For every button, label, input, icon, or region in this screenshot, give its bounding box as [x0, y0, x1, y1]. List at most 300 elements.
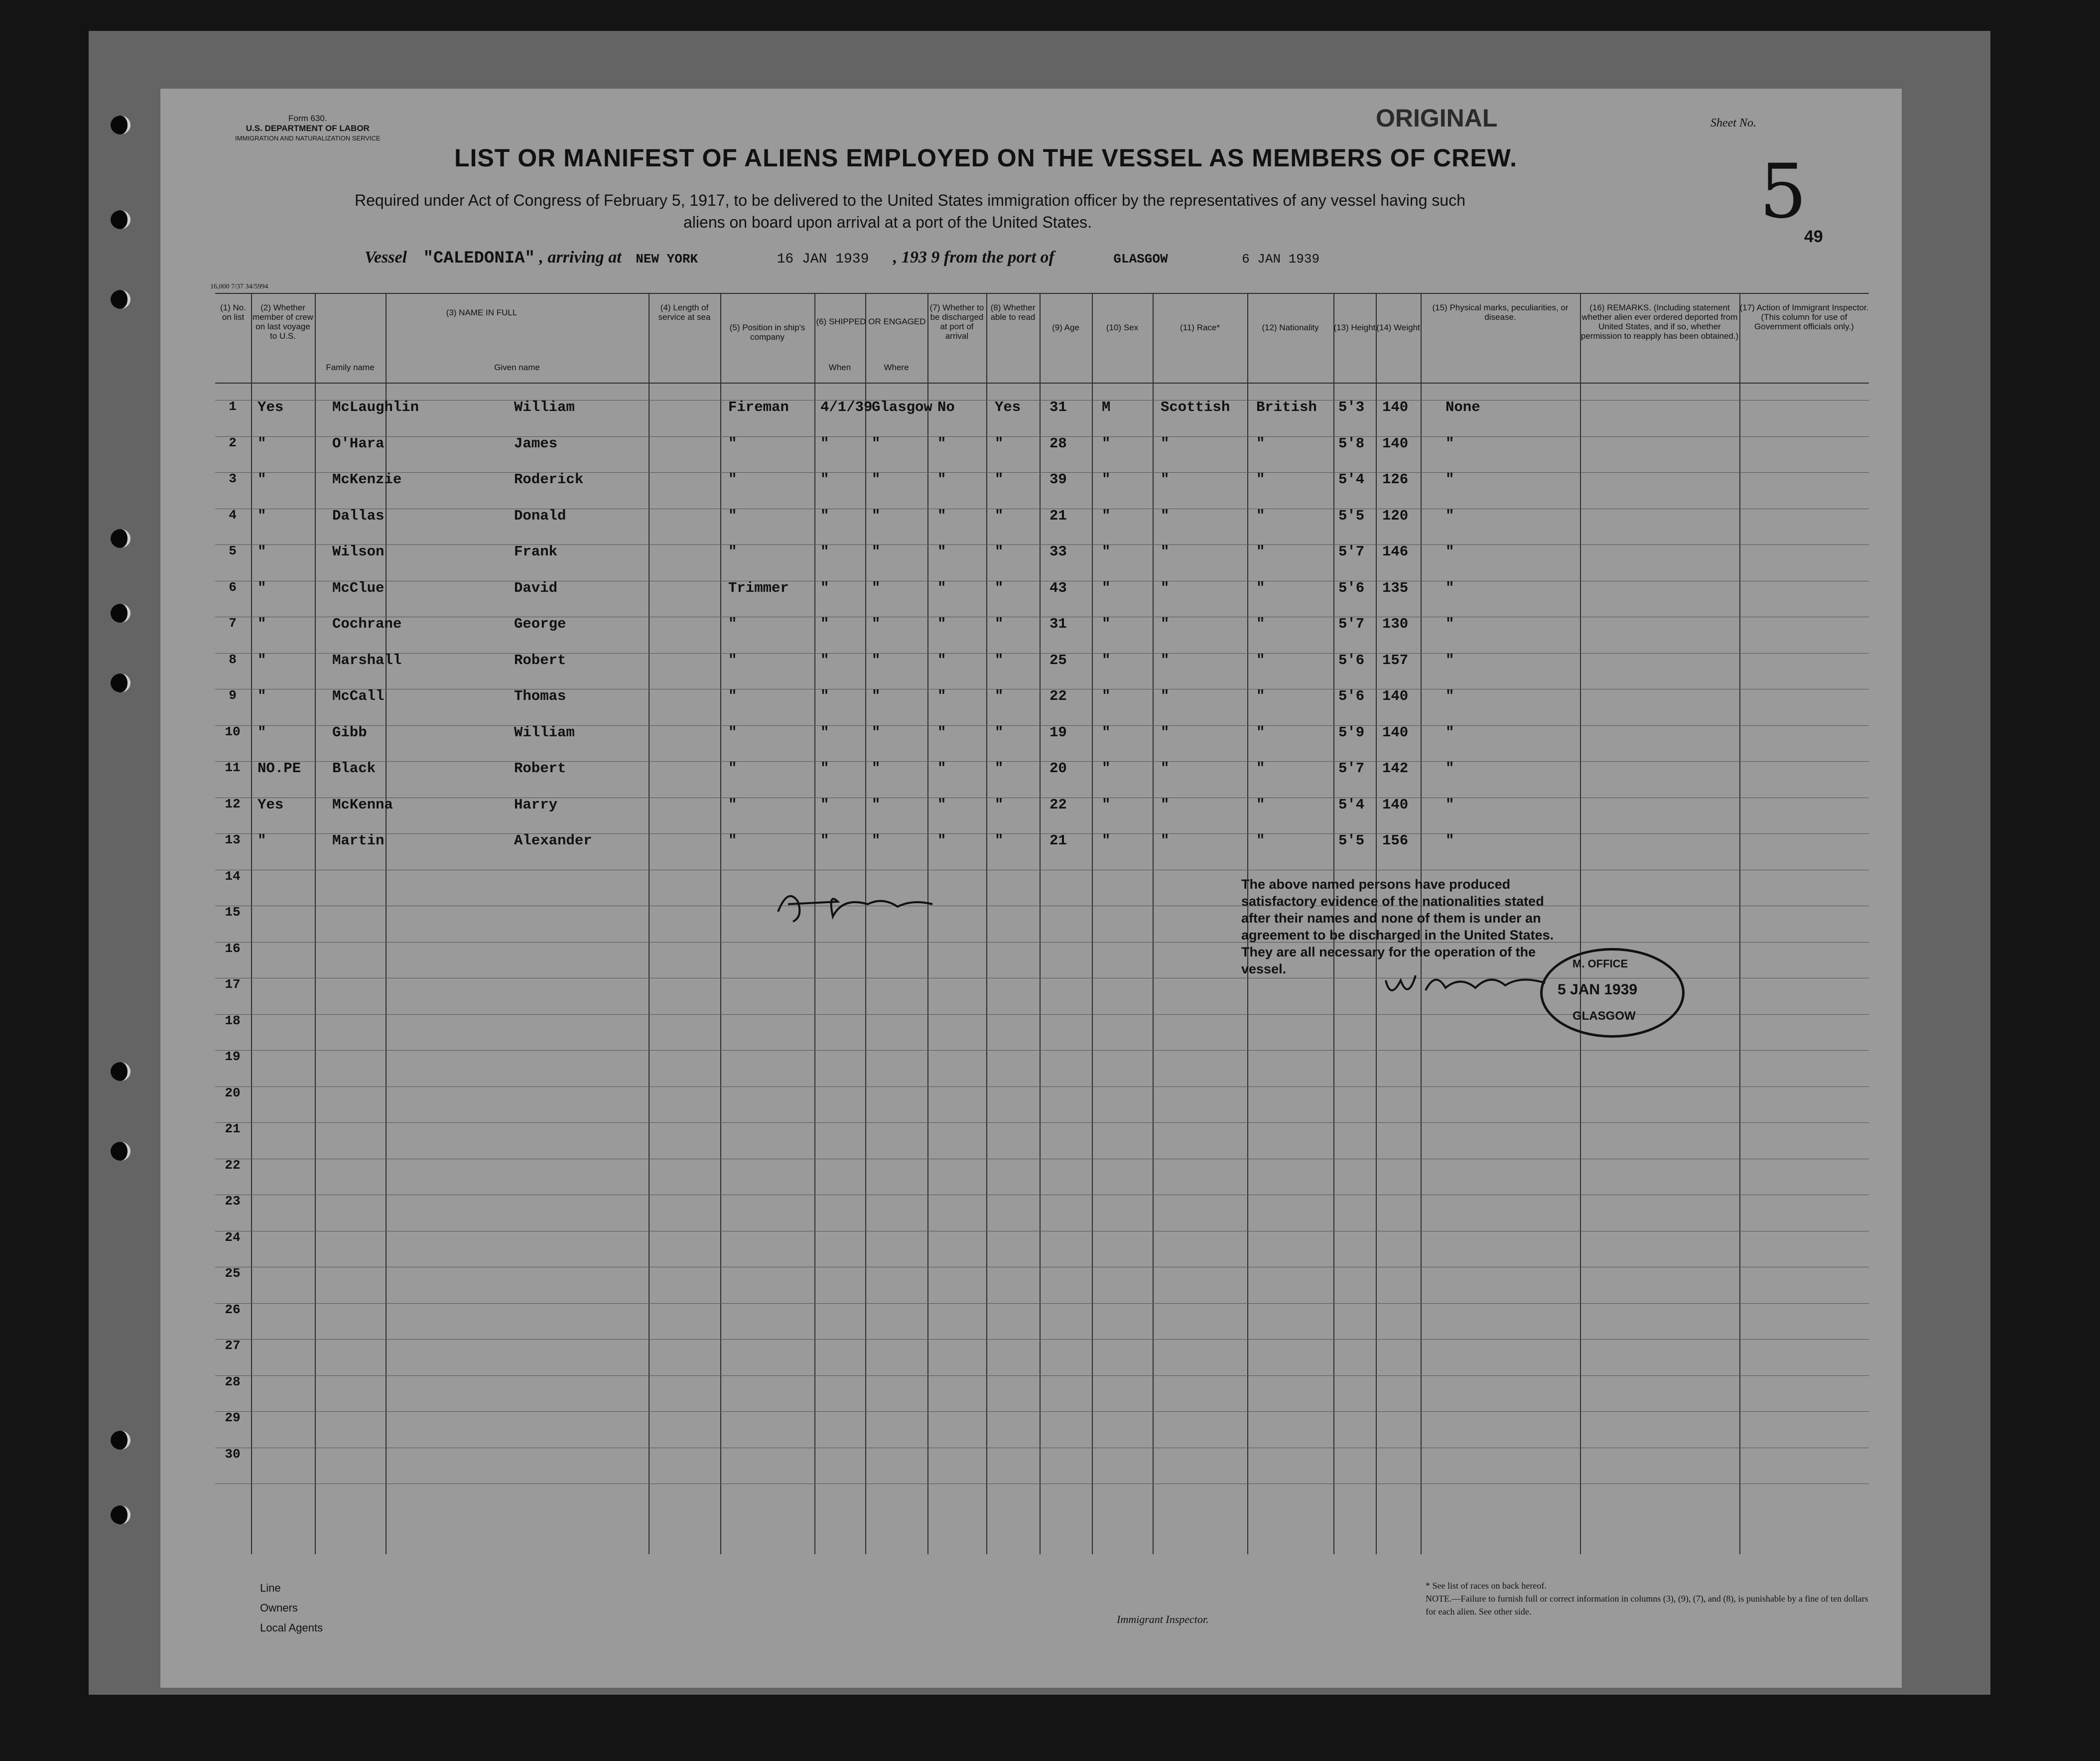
- row-number: 23: [225, 1194, 241, 1209]
- height-cell: 5'6: [1338, 688, 1365, 704]
- column-header-c3a: Family name: [326, 363, 375, 372]
- vessel-line: [365, 248, 1319, 268]
- family-name-cell: Cochrane: [332, 616, 402, 632]
- vessel-name: "CALEDONIA": [423, 249, 535, 268]
- family-name-cell: Gibb: [332, 724, 367, 741]
- footer-fields: [260, 1578, 323, 1638]
- height-cell: 5'6: [1338, 652, 1365, 669]
- table-row-rule: [215, 1086, 1869, 1087]
- able-to-read-cell: ": [995, 507, 1004, 524]
- weight-cell: 157: [1382, 652, 1409, 669]
- physical-marks-cell: ": [1445, 471, 1454, 488]
- row-number: 16: [225, 941, 241, 956]
- weight-cell: 126: [1382, 471, 1409, 488]
- sex-cell: ": [1102, 724, 1111, 741]
- page-title: LIST OR MANIFEST OF ALIENS EMPLOYED ON THE VESSEL AS MEMBERS OF CREW.: [454, 144, 1517, 172]
- weight-cell: 140: [1382, 724, 1409, 741]
- row-number: 12: [225, 796, 241, 812]
- column-header-c6: (6) SHIPPED OR ENGAGED: [816, 317, 926, 326]
- oval-stamp-top: M. OFFICE: [1573, 957, 1628, 970]
- age-cell: 28: [1050, 435, 1067, 452]
- shipped-when-cell: ": [820, 471, 829, 488]
- family-name-cell: McClue: [332, 579, 385, 596]
- height-cell: 5'7: [1338, 760, 1365, 777]
- age-cell: 25: [1050, 652, 1067, 669]
- weight-cell: 140: [1382, 688, 1409, 704]
- sex-cell: ": [1102, 507, 1111, 524]
- table-row-rule: [215, 1303, 1869, 1304]
- column-crew-last-voyage: ": [258, 471, 266, 488]
- arrival-date: 16 JAN 1939: [777, 252, 869, 267]
- discharge-cell: ": [937, 579, 946, 596]
- given-name-cell: Alexander: [514, 832, 592, 849]
- family-name-cell: McCall: [332, 688, 385, 704]
- age-cell: 39: [1050, 471, 1067, 488]
- height-cell: 5'4: [1338, 796, 1365, 813]
- table-row-rule: [215, 1122, 1869, 1123]
- certification-stamp: The above named persons have produced satisfactory evidence of the nationalities stated after their names and none of them is under an agreement to be discharged in the United States. They are all necessary for the operation of the vessel.: [1241, 877, 1554, 976]
- table-column-rule: [649, 293, 650, 1554]
- shipped-where-cell: ": [872, 616, 881, 632]
- column-crew-last-voyage: ": [258, 616, 266, 632]
- row-number: 29: [225, 1410, 241, 1425]
- service-name: IMMIGRATION AND NATURALIZATION SERVICE: [235, 135, 381, 142]
- sex-cell: ": [1102, 435, 1111, 452]
- immigrant-inspector-label: Immigrant Inspector.: [1117, 1613, 1209, 1626]
- nationality-cell: ": [1256, 796, 1265, 813]
- given-name-cell: David: [514, 579, 558, 596]
- age-cell: 22: [1050, 688, 1067, 704]
- physical-marks-cell: ": [1445, 688, 1454, 704]
- row-number: 24: [225, 1229, 241, 1245]
- row-number: 28: [225, 1374, 241, 1389]
- column-header-c1: (1) No. on list: [220, 303, 246, 322]
- form-code: 16,000 7/37 34/5994: [210, 283, 268, 290]
- shipped-where-cell: ": [872, 688, 881, 704]
- nationality-cell: ": [1256, 652, 1265, 669]
- shipped-where-cell: ": [872, 832, 881, 849]
- shipped-where-cell: ": [872, 507, 881, 524]
- discharge-cell: No: [937, 399, 955, 415]
- given-name-cell: Thomas: [514, 688, 566, 704]
- position-cell: ": [728, 543, 737, 560]
- column-crew-last-voyage: NO.PE: [258, 760, 301, 777]
- able-to-read-cell: ": [995, 688, 1004, 704]
- manifest-table: [215, 293, 1869, 1554]
- column-crew-last-voyage: Yes: [258, 796, 284, 813]
- column-header-c6a: When: [828, 363, 851, 372]
- able-to-read-cell: ": [995, 579, 1004, 596]
- table-row-rule: [215, 1339, 1869, 1340]
- sex-cell: ": [1102, 543, 1111, 560]
- table-row-rule: [215, 1411, 1869, 1412]
- age-cell: 33: [1050, 543, 1067, 560]
- nationality-cell: ": [1256, 616, 1265, 632]
- row-number: 19: [225, 1049, 241, 1064]
- row-number: 13: [225, 832, 241, 847]
- discharge-cell: ": [937, 616, 946, 632]
- table-column-rule: [1040, 293, 1041, 1554]
- shipped-where-cell: Glasgow: [872, 399, 932, 415]
- height-cell: 5'8: [1338, 435, 1365, 452]
- nationality-cell: ": [1256, 724, 1265, 741]
- physical-marks-cell: ": [1445, 832, 1454, 849]
- column-crew-last-voyage: ": [258, 507, 266, 524]
- column-crew-last-voyage: ": [258, 435, 266, 452]
- sex-cell: ": [1102, 760, 1111, 777]
- shipped-where-cell: ": [872, 760, 881, 777]
- shipped-where-cell: ": [872, 435, 881, 452]
- table-row-rule: [215, 725, 1869, 726]
- column-header-c4: (4) Length of service at sea: [658, 303, 711, 322]
- binder-hole: [111, 290, 131, 309]
- column-header-c14: (14) Weight: [1376, 323, 1420, 332]
- given-name-cell: Robert: [514, 652, 566, 669]
- row-number: 8: [229, 652, 237, 667]
- nationality-cell: ": [1256, 471, 1265, 488]
- sex-cell: ": [1102, 652, 1111, 669]
- requirement-text-line1: Required under Act of Congress of February 5, 1917, to be delivered to the United States immigration officer by the representatives of any vessel having such: [355, 191, 1465, 209]
- shipped-when-cell: 4/1/39: [820, 399, 873, 415]
- arriving-label: , arriving at: [539, 248, 622, 267]
- table-row-rule: [215, 436, 1869, 437]
- family-name-cell: Dallas: [332, 507, 385, 524]
- discharge-cell: ": [937, 543, 946, 560]
- able-to-read-cell: ": [995, 724, 1004, 741]
- nationality-cell: ": [1256, 507, 1265, 524]
- form-number: Form 630.: [288, 114, 327, 123]
- binder-hole: [111, 604, 131, 623]
- table-column-rule: [1739, 293, 1740, 1554]
- row-number: 30: [225, 1446, 241, 1462]
- position-cell: ": [728, 507, 737, 524]
- binder-hole: [111, 210, 131, 229]
- arrival-port: NEW YORK: [636, 252, 698, 267]
- race-cell: ": [1161, 724, 1170, 741]
- row-number: 15: [225, 905, 241, 920]
- discharge-cell: ": [937, 471, 946, 488]
- able-to-read-cell: ": [995, 543, 1004, 560]
- physical-marks-cell: ": [1445, 435, 1454, 452]
- able-to-read-cell: ": [995, 435, 1004, 452]
- row-number: 26: [225, 1302, 241, 1317]
- column-header-c7: (7) Whether to be discharged at port of arrival: [929, 303, 984, 341]
- row-number: 3: [229, 471, 237, 486]
- physical-marks-cell: ": [1445, 652, 1454, 669]
- race-cell: ": [1161, 471, 1170, 488]
- column-crew-last-voyage: Yes: [258, 399, 284, 415]
- column-crew-last-voyage: ": [258, 579, 266, 596]
- shipped-when-cell: ": [820, 507, 829, 524]
- binder-hole: [111, 1142, 131, 1161]
- able-to-read-cell: ": [995, 760, 1004, 777]
- discharge-cell: ": [937, 760, 946, 777]
- sex-cell: ": [1102, 688, 1111, 704]
- family-name-cell: Martin: [332, 832, 385, 849]
- sex-cell: ": [1102, 616, 1111, 632]
- table-row-rule: [215, 1375, 1869, 1376]
- binder-hole: [111, 674, 131, 692]
- sex-cell: ": [1102, 832, 1111, 849]
- position-cell: ": [728, 435, 737, 452]
- weight-cell: 135: [1382, 579, 1409, 596]
- row-number: 2: [229, 435, 237, 450]
- line-label: Line: [260, 1582, 281, 1594]
- table-column-rule: [1153, 293, 1154, 1554]
- column-header-c15: (15) Physical marks, peculiarities, or disease.: [1432, 303, 1569, 322]
- race-cell: ": [1161, 652, 1170, 669]
- shipped-when-cell: ": [820, 724, 829, 741]
- physical-marks-cell: ": [1445, 579, 1454, 596]
- row-number: 17: [225, 977, 241, 992]
- height-cell: 5'4: [1338, 471, 1365, 488]
- table-header-rule: [215, 293, 1869, 294]
- row-number: 10: [225, 724, 241, 739]
- height-cell: 5'9: [1338, 724, 1365, 741]
- requirement-text-line2: aliens on board upon arrival at a port of the United States.: [683, 213, 1092, 231]
- row-number: 4: [229, 507, 237, 523]
- shipped-when-cell: ": [820, 796, 829, 813]
- position-cell: ": [728, 616, 737, 632]
- weight-cell: 140: [1382, 435, 1409, 452]
- sex-cell: M: [1102, 399, 1111, 415]
- height-cell: 5'5: [1338, 832, 1365, 849]
- row-number: 1: [229, 399, 237, 414]
- table-row-rule: [215, 400, 1869, 401]
- position-cell: ": [728, 796, 737, 813]
- footnote-races: * See list of races on back hereof.: [1426, 1581, 1547, 1591]
- shipped-where-cell: ": [872, 796, 881, 813]
- oval-stamp-date: 5 JAN 1939: [1558, 981, 1638, 998]
- given-name-cell: Roderick: [514, 471, 584, 488]
- height-cell: 5'5: [1338, 507, 1365, 524]
- position-cell: Fireman: [728, 399, 789, 415]
- nationality-cell: ": [1256, 543, 1265, 560]
- able-to-read-cell: ": [995, 471, 1004, 488]
- weight-cell: 120: [1382, 507, 1409, 524]
- row-number: 22: [225, 1157, 241, 1173]
- form-header: [235, 114, 381, 143]
- vessel-label: Vessel: [365, 248, 407, 267]
- able-to-read-cell: ": [995, 652, 1004, 669]
- family-name-cell: McLaughlin: [332, 399, 419, 415]
- age-cell: 43: [1050, 579, 1067, 596]
- family-name-cell: Marshall: [332, 652, 402, 669]
- row-number: 21: [225, 1121, 241, 1136]
- table-row-rule: [215, 833, 1869, 834]
- race-cell: ": [1161, 688, 1170, 704]
- weight-cell: 140: [1382, 796, 1409, 813]
- signature-left: [768, 882, 957, 927]
- shipped-where-cell: ": [872, 543, 881, 560]
- discharge-cell: ": [937, 688, 946, 704]
- table-column-rule: [720, 293, 721, 1554]
- physical-marks-cell: ": [1445, 724, 1454, 741]
- footnote: [1426, 1579, 1874, 1618]
- nationality-cell: ": [1256, 688, 1265, 704]
- discharge-cell: ": [937, 796, 946, 813]
- position-cell: ": [728, 652, 737, 669]
- footnote-penalty: NOTE.—Failure to furnish full or correct information in columns (3), (9), (7), and (8), is punishable by a fine of ten dollars for each alien. See other side.: [1426, 1594, 1868, 1617]
- shipped-when-cell: ": [820, 760, 829, 777]
- height-cell: 5'6: [1338, 579, 1365, 596]
- discharge-cell: ": [937, 832, 946, 849]
- race-cell: ": [1161, 832, 1170, 849]
- given-name-cell: William: [514, 399, 575, 415]
- race-cell: ": [1161, 543, 1170, 560]
- binder-hole: [111, 1062, 131, 1081]
- sheet-subnumber: 49: [1804, 227, 1823, 246]
- sex-cell: ": [1102, 471, 1111, 488]
- position-cell: ": [728, 832, 737, 849]
- race-cell: ": [1161, 507, 1170, 524]
- table-row-rule: [215, 653, 1869, 654]
- sheet-number: 5: [1759, 148, 1807, 235]
- age-cell: 21: [1050, 832, 1067, 849]
- sheet-number-label: Sheet No.: [1710, 117, 1756, 130]
- given-name-cell: George: [514, 616, 566, 632]
- physical-marks-cell: ": [1445, 760, 1454, 777]
- position-cell: ": [728, 724, 737, 741]
- race-cell: Scottish: [1161, 399, 1230, 415]
- from-port: GLASGOW: [1113, 252, 1168, 267]
- position-cell: Trimmer: [728, 579, 789, 596]
- oval-office-stamp: [1540, 948, 1685, 1038]
- discharge-cell: ": [937, 507, 946, 524]
- table-column-rule: [315, 293, 316, 1554]
- weight-cell: 140: [1382, 399, 1409, 415]
- table-row-rule: [215, 1050, 1869, 1051]
- table-row-rule: [215, 544, 1869, 545]
- weight-cell: 130: [1382, 616, 1409, 632]
- row-number: 11: [225, 760, 241, 775]
- age-cell: 19: [1050, 724, 1067, 741]
- given-name-cell: Robert: [514, 760, 566, 777]
- column-header-c12: (12) Nationality: [1262, 323, 1319, 332]
- local-agents-label: Local Agents: [260, 1622, 323, 1634]
- race-cell: ": [1161, 760, 1170, 777]
- column-crew-last-voyage: ": [258, 652, 266, 669]
- binder-hole: [111, 116, 131, 135]
- shipped-where-cell: ": [872, 471, 881, 488]
- shipped-when-cell: ": [820, 543, 829, 560]
- position-cell: ": [728, 760, 737, 777]
- discharge-cell: ": [937, 652, 946, 669]
- column-header-c16: (16) REMARKS. (Including statement whether alien ever ordered deported from United States, and if so, whether permission to reapply has been obtained.): [1580, 303, 1739, 341]
- row-number: 14: [225, 868, 241, 884]
- weight-cell: 146: [1382, 543, 1409, 560]
- able-to-read-cell: ": [995, 616, 1004, 632]
- row-number: 18: [225, 1013, 241, 1028]
- table-row-rule: [215, 761, 1869, 762]
- race-cell: ": [1161, 435, 1170, 452]
- column-header-c6b: Where: [884, 363, 909, 372]
- given-name-cell: Frank: [514, 543, 558, 560]
- able-to-read-cell: ": [995, 832, 1004, 849]
- sex-cell: ": [1102, 579, 1111, 596]
- shipped-when-cell: ": [820, 832, 829, 849]
- sex-cell: ": [1102, 796, 1111, 813]
- row-number: 25: [225, 1266, 241, 1281]
- nationality-cell: ": [1256, 760, 1265, 777]
- table-column-rule: [1580, 293, 1581, 1554]
- column-crew-last-voyage: ": [258, 724, 266, 741]
- column-crew-last-voyage: ": [258, 832, 266, 849]
- row-number: 27: [225, 1338, 241, 1353]
- column-header-c3: (3) NAME IN FULL: [446, 308, 518, 317]
- row-number: 20: [225, 1085, 241, 1100]
- age-cell: 31: [1050, 616, 1067, 632]
- column-header-c9: (9) Age: [1052, 323, 1079, 332]
- age-cell: 22: [1050, 796, 1067, 813]
- age-cell: 31: [1050, 399, 1067, 415]
- shipped-when-cell: ": [820, 688, 829, 704]
- race-cell: ": [1161, 579, 1170, 596]
- weight-cell: 142: [1382, 760, 1409, 777]
- given-name-cell: James: [514, 435, 558, 452]
- table-column-rule: [1092, 293, 1093, 1554]
- physical-marks-cell: None: [1445, 399, 1480, 415]
- nationality-cell: ": [1256, 832, 1265, 849]
- position-cell: ": [728, 471, 737, 488]
- original-stamp: ORIGINAL: [1376, 104, 1498, 132]
- physical-marks-cell: ": [1445, 507, 1454, 524]
- table-column-rule: [986, 293, 987, 1554]
- row-number: 6: [229, 579, 237, 595]
- row-number: 9: [229, 688, 237, 703]
- binder-hole: [111, 529, 131, 548]
- column-header-c5: (5) Position in ship's company: [729, 323, 805, 342]
- shipped-when-cell: ": [820, 616, 829, 632]
- shipped-when-cell: ": [820, 652, 829, 669]
- table-header-rule: [215, 383, 1869, 384]
- column-header-c11: (11) Race*: [1180, 323, 1220, 332]
- family-name-cell: O'Hara: [332, 435, 385, 452]
- discharge-cell: ": [937, 724, 946, 741]
- weight-cell: 156: [1382, 832, 1409, 849]
- nationality-cell: ": [1256, 579, 1265, 596]
- shipped-where-cell: ": [872, 579, 881, 596]
- row-number: 5: [229, 543, 237, 558]
- age-cell: 21: [1050, 507, 1067, 524]
- departure-date: 6 JAN 1939: [1242, 252, 1320, 267]
- age-cell: 20: [1050, 760, 1067, 777]
- shipped-when-cell: ": [820, 579, 829, 596]
- height-cell: 5'3: [1338, 399, 1365, 415]
- column-crew-last-voyage: ": [258, 543, 266, 560]
- nationality-cell: ": [1256, 435, 1265, 452]
- able-to-read-cell: Yes: [995, 399, 1021, 415]
- race-cell: ": [1161, 616, 1170, 632]
- physical-marks-cell: ": [1445, 543, 1454, 560]
- given-name-cell: Harry: [514, 796, 558, 813]
- column-header-c3b: Given name: [494, 363, 540, 372]
- table-row-rule: [215, 942, 1869, 943]
- shipped-when-cell: ": [820, 435, 829, 452]
- binder-hole: [111, 1505, 131, 1524]
- year-text: , 193 9 from the port of: [893, 248, 1054, 267]
- column-header-c2: (2) Whether member of crew on last voyage to U.S.: [253, 303, 313, 341]
- height-cell: 5'7: [1338, 616, 1365, 632]
- given-name-cell: William: [514, 724, 575, 741]
- height-cell: 5'7: [1338, 543, 1365, 560]
- able-to-read-cell: ": [995, 796, 1004, 813]
- family-name-cell: Black: [332, 760, 376, 777]
- oval-stamp-bottom: GLASGOW: [1573, 1009, 1636, 1023]
- family-name-cell: Wilson: [332, 543, 385, 560]
- manifest-sheet: [160, 89, 1902, 1688]
- family-name-cell: McKenna: [332, 796, 393, 813]
